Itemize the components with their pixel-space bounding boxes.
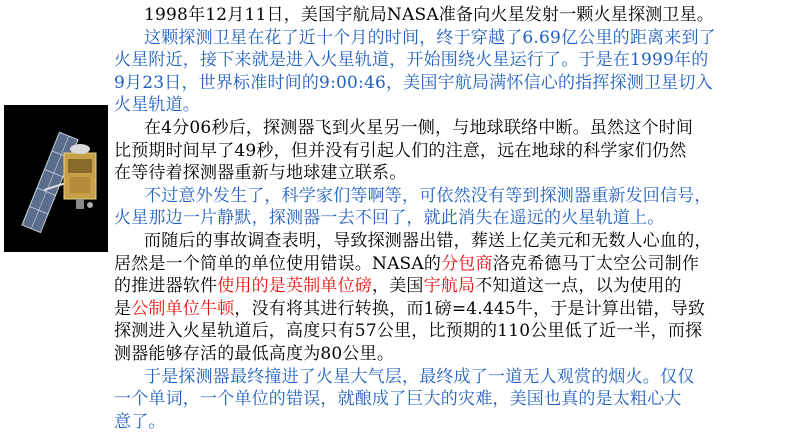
text-segment: 分包商 [441,253,493,274]
text-line [114,94,788,117]
text-line [114,72,788,95]
spacecraft-illustration [4,105,108,252]
text-line [114,230,788,253]
text-line [114,253,788,276]
text-line [114,4,788,27]
text-segment: 火星那边一片静默，探测器一去不回了，就此消失在遥远的火星轨道上。 [114,208,665,229]
text-segment: 意了。 [114,411,166,432]
text-segment: 宇航局 [423,276,476,297]
text-segment: 1998年12月11日，美国宇航局NASA准备向火星发射一颗火星探测卫星。 [144,5,715,25]
text-line [114,162,788,185]
text-line [114,207,788,230]
text-segment: 测器能够存活的最低高度为80公里。 [114,343,395,364]
text-line [114,140,788,163]
text-segment: 而随后的事故调查表明，导致探测器出错，葬送上亿美元和无数人心血的， [144,230,712,251]
text-segment: 探测进入火星轨道后，高度只有57公里，比预期的110公里低了近一半，而探 [114,321,703,342]
text-segment: 不知道这一点，以为使用的 [475,276,682,297]
text-segment: 火星轨道。 [114,95,200,116]
text-segment: 火星附近，接下来就是进入火星轨道，开始围绕火星运行了。于是在1999年的 [114,50,709,71]
text-segment: ，没有将其进行转换，而1磅=4.445牛，于是计算出错，导致 [234,298,706,319]
spacecraft-image [4,105,108,252]
text-segment: 在4分06秒后，探测器飞到火星另一侧，与地球联络中断。虽然这个时间 [144,117,694,138]
text-segment: 9月23日，世界标准时间的9:00:46，美国宇航局满怀信心的指挥探测卫星切入 [114,72,713,93]
text-segment: ，美国 [372,276,424,297]
text-line [114,320,788,343]
text-segment: 公制单位牛顿 [131,298,235,319]
text-segment: 这颗探测卫星在花了近十个月的时间，终于穿越了6.69亿公里的距离来到了 [144,27,716,48]
article-body [114,4,788,433]
text-line [114,343,788,366]
text-line [114,275,788,298]
text-segment: 洛克希德马丁太空公司制作 [492,253,700,274]
text-segment: 不过意外发生了，科学家们等啊等，可依然没有等到探测器重新发回信号， [144,185,712,206]
text-segment: 使用的是英制单位磅 [217,276,373,297]
text-line [114,411,788,434]
text-line [114,366,788,389]
text-line [114,27,788,50]
text-line [114,185,788,208]
text-line [114,298,788,321]
text-segment: 于是探测器最终撞进了火星大气层，最终成了一道无人观赏的烟火。仅仅 [144,366,695,387]
text-line [114,49,788,72]
text-line [114,117,788,140]
text-segment: 的推进器软件 [114,276,218,297]
text-segment: 在等待着探测器重新与地球建立联系。 [114,163,407,184]
text-segment: 比预期时间早了49秒，但并没有引起人们的注意，远在地球的科学家们仍然 [114,140,687,161]
text-segment: 居然是一个简单的单位使用错误。NASA的 [114,253,442,274]
text-segment: 是 [114,298,132,319]
text-line [114,388,788,411]
text-segment: 一个单词，一个单位的错误，就酿成了巨大的灾难，美国也真的是太粗心大 [114,389,682,410]
